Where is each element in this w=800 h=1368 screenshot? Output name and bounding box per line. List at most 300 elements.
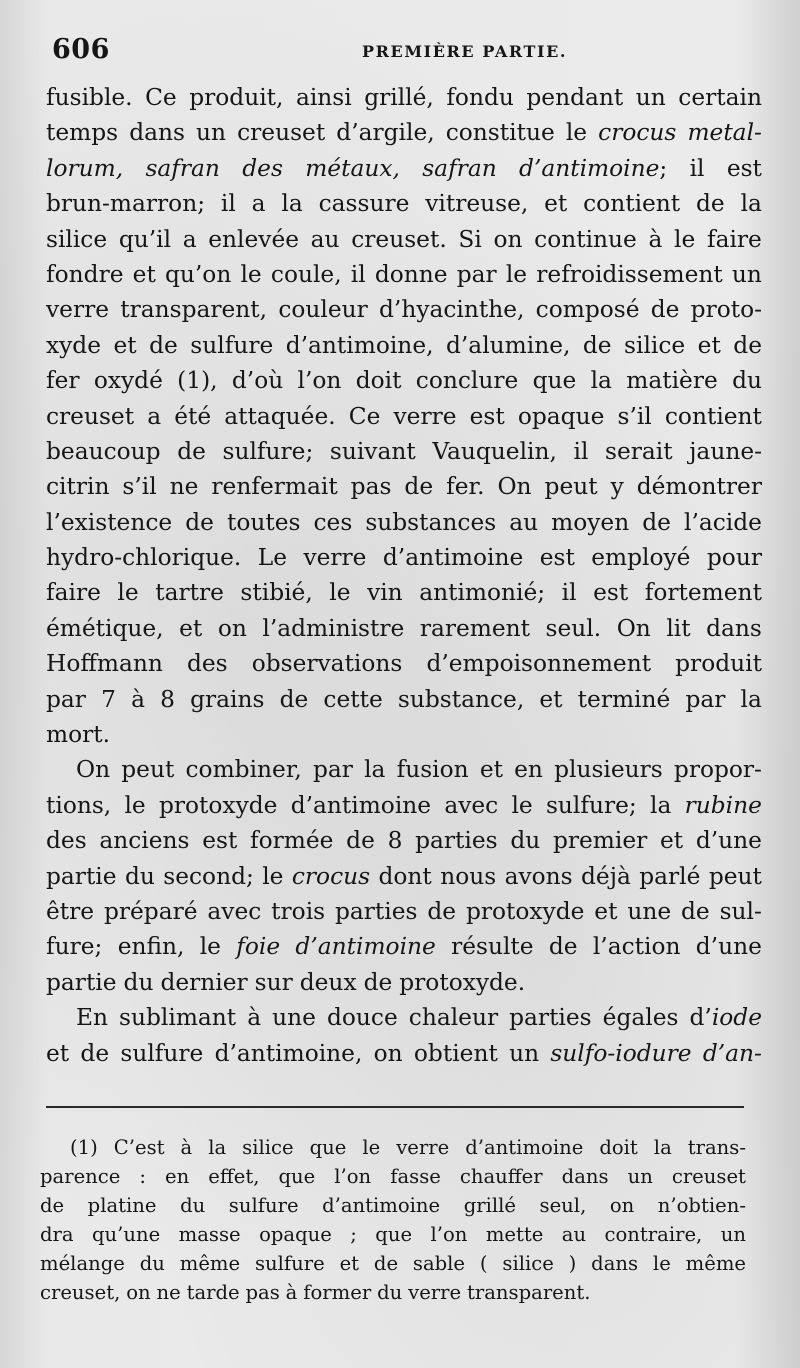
word: fure; [46, 933, 103, 961]
word: (1) [70, 1136, 98, 1159]
text-line [46, 1000, 762, 1035]
word: fondre [46, 260, 124, 288]
word: s’il [122, 473, 157, 501]
word: faire [706, 225, 762, 253]
word: tartre [155, 579, 224, 607]
word: s’il [617, 402, 652, 430]
word: est [469, 402, 505, 430]
word: 8 [387, 827, 403, 855]
word: de [548, 933, 578, 961]
word: on [609, 1194, 635, 1217]
word: former [303, 1281, 372, 1304]
word: douce [326, 1004, 398, 1032]
word: anciens [99, 827, 190, 855]
word: un [731, 260, 762, 288]
word: de [346, 827, 375, 855]
word: un [509, 1039, 540, 1067]
word: un [196, 119, 227, 147]
word: enlevée [208, 225, 300, 253]
word: vitreuse, [425, 190, 529, 218]
word: produit, [189, 84, 284, 111]
word: rubine [684, 791, 762, 819]
word: metal- [687, 119, 762, 147]
word: et [539, 685, 563, 713]
word: silice [502, 1252, 554, 1275]
word: l’on [297, 367, 342, 395]
word: (1), [177, 367, 218, 395]
word: lit [666, 614, 691, 642]
word: d’une [695, 827, 762, 855]
word: xyde [46, 331, 102, 359]
word: antimonié; [419, 579, 546, 607]
word: dans [561, 1165, 609, 1188]
word: creuset, [40, 1281, 121, 1304]
word: sulfure [228, 1194, 299, 1217]
word: Si [458, 225, 482, 253]
word: foie [236, 933, 281, 961]
word: parties [509, 1004, 592, 1032]
word: le [511, 791, 533, 819]
word: que [309, 1136, 347, 1159]
word: des [186, 650, 228, 678]
word: donne [374, 260, 448, 288]
text-line [46, 540, 762, 575]
word: terminé [577, 685, 671, 713]
word: parlé [639, 862, 701, 890]
word: parence [40, 1165, 121, 1188]
word: observations [251, 650, 403, 678]
word: effet, [208, 1165, 260, 1188]
footnote-line [40, 1220, 746, 1249]
word: silice [624, 331, 686, 359]
word: on [217, 614, 247, 642]
word: dans [591, 1252, 639, 1275]
word: Vauquelin, [432, 437, 557, 465]
word: verre [408, 1281, 462, 1304]
word: au [310, 225, 340, 253]
word: d’antimoine [322, 1194, 441, 1217]
word: et [659, 827, 684, 855]
word: la [740, 685, 762, 713]
text-line [46, 859, 762, 894]
word: obtient [413, 1039, 498, 1067]
word: l’on [430, 1223, 468, 1246]
word: il [350, 260, 366, 288]
text-line [46, 965, 762, 1000]
word: qu’une [92, 1223, 161, 1246]
text-line [46, 399, 762, 434]
word: pas [245, 1281, 280, 1304]
word: ; [350, 1223, 357, 1246]
word: dra [40, 1223, 74, 1246]
word: du [180, 1194, 206, 1217]
word: contient [664, 402, 762, 430]
word: préparé [103, 897, 198, 925]
word: le [329, 579, 351, 607]
word: le [505, 260, 528, 288]
word: couleur [278, 296, 368, 324]
word: résulte [451, 933, 534, 961]
word: il [220, 190, 236, 218]
word: ne [169, 473, 199, 501]
text-line [46, 292, 762, 327]
word: sur [254, 968, 293, 996]
word: deux [299, 968, 357, 996]
word: matière [626, 367, 718, 395]
text-line [46, 434, 762, 469]
word: trois [271, 897, 326, 925]
word: la [650, 791, 672, 819]
word: crocus [291, 862, 371, 890]
word: ( [479, 1252, 488, 1275]
word: protoxyde. [399, 968, 526, 996]
word: le [124, 791, 146, 819]
word: de [680, 897, 710, 925]
word: sul- [719, 897, 762, 925]
word: partie [46, 862, 117, 890]
word: protoxyde [465, 897, 585, 925]
word: On [76, 756, 111, 784]
word: : [139, 1165, 146, 1188]
word: doit [599, 1136, 638, 1159]
word: sulfure [254, 1252, 325, 1275]
word: sable [412, 1252, 466, 1275]
footnote-line [40, 1191, 746, 1220]
text-line [46, 717, 762, 752]
word: verre [396, 1136, 450, 1159]
running-head: PREMIÈRE PARTIE. [362, 42, 568, 61]
word: de [373, 1252, 399, 1275]
word: et [179, 614, 203, 642]
word: la [653, 1136, 672, 1159]
word: proto- [690, 296, 762, 324]
word: vin [367, 579, 403, 607]
word: contraire, [604, 1223, 703, 1246]
main-text [46, 80, 762, 1071]
word: ces [313, 508, 353, 536]
page-header [52, 34, 742, 70]
word: peut [121, 756, 175, 784]
word: et [113, 331, 137, 359]
word: des [242, 154, 283, 182]
word: de [582, 331, 612, 359]
word: de [185, 508, 214, 536]
word: sulfure; [545, 791, 637, 819]
word: d’iode [689, 1004, 762, 1032]
word: déjà [581, 862, 631, 890]
text-line [46, 611, 762, 646]
word: parties [334, 897, 418, 925]
word: des [46, 827, 87, 855]
word: sulfure [120, 1039, 204, 1067]
word: une [272, 1004, 316, 1032]
word: d’antimoine; [519, 154, 668, 182]
word: creuset [237, 119, 326, 147]
word: On [616, 614, 651, 642]
word: de [404, 473, 434, 501]
word: refroidissement [536, 260, 723, 288]
word: produit [675, 650, 762, 678]
word: sulfo-iodure [550, 1039, 692, 1067]
word: avec [207, 897, 262, 925]
word: par [685, 685, 726, 713]
word: grains [190, 685, 265, 713]
word: dans [129, 119, 185, 147]
text-line [46, 929, 762, 964]
word: Ce [145, 84, 177, 111]
word: d’empoisonnement [426, 650, 652, 678]
footnote-line [40, 1249, 746, 1278]
word: beaucoup [46, 437, 161, 465]
word: renfermait [211, 473, 338, 501]
word: la [740, 190, 762, 218]
word: cette [323, 685, 383, 713]
word: grillé [463, 1194, 516, 1217]
word: d’argile, [336, 119, 435, 147]
word: que [278, 1165, 316, 1188]
text-line [46, 80, 762, 115]
word: Ce [348, 402, 381, 430]
word: d’alumine, [445, 331, 571, 359]
word: hydro-chlorique. [46, 544, 242, 572]
text-line [46, 823, 762, 858]
word: du [124, 862, 155, 890]
word: et [132, 260, 156, 288]
word: d’antimoine, [214, 1039, 363, 1067]
text-line [46, 151, 762, 186]
text-line [46, 505, 762, 540]
word: il [689, 154, 705, 182]
word: du [510, 827, 541, 855]
word: dont [378, 862, 432, 890]
word: y [610, 473, 624, 501]
word: composé [535, 296, 640, 324]
word: égales [602, 1004, 679, 1032]
word: et [479, 756, 503, 784]
word: second; [163, 862, 254, 890]
word: parties [415, 827, 498, 855]
word: de [149, 331, 178, 359]
word: partie [46, 968, 117, 996]
text-line [46, 328, 762, 363]
word: il [561, 579, 577, 607]
word: et [697, 331, 721, 359]
word: faire [46, 579, 101, 607]
word: par [456, 260, 497, 288]
text-line [46, 186, 762, 221]
word: peut [708, 862, 762, 890]
word: cassure [318, 190, 410, 218]
word: est [539, 544, 575, 572]
word: opaque [517, 402, 605, 430]
word: fasse [390, 1165, 441, 1188]
word: d’antimoine [290, 791, 432, 819]
word: coule, [270, 260, 342, 288]
word: est [593, 579, 629, 607]
word: au [509, 508, 539, 536]
word: a [147, 402, 162, 430]
page-number: 606 [52, 34, 110, 65]
text-line [46, 115, 762, 150]
word: de [696, 190, 725, 218]
word: le [240, 260, 262, 288]
word: sulfure; [222, 437, 314, 465]
word: peut [544, 473, 598, 501]
word: d’où [231, 367, 284, 395]
word: avec [444, 791, 499, 819]
word: l’existence [46, 508, 173, 536]
word: suivant [329, 437, 416, 465]
word: chaleur [408, 1004, 499, 1032]
word: que [532, 367, 577, 395]
word: grillé, [364, 84, 434, 111]
footnote-line [40, 1133, 746, 1162]
word: une [627, 897, 672, 925]
text-line [46, 363, 762, 398]
word: mort. [46, 721, 111, 749]
word: 7 [101, 685, 116, 713]
word: citrin [46, 473, 110, 501]
word: émétique, [46, 614, 164, 642]
word: l’administre [262, 614, 405, 642]
word: d’antimoine, [285, 331, 434, 359]
text-line [46, 682, 762, 717]
word: le [674, 225, 696, 253]
word: trans- [687, 1136, 746, 1159]
text-line [46, 222, 762, 257]
word: est [202, 827, 238, 855]
word: de [427, 897, 457, 925]
word: à [131, 685, 145, 713]
word: doit [355, 367, 402, 395]
word: stibié, [240, 579, 313, 607]
word: seul, [539, 1194, 587, 1217]
word: un [635, 84, 666, 111]
word: métaux, [305, 154, 400, 182]
text-line [46, 894, 762, 929]
word: d’antimoine [382, 544, 524, 572]
word: Hoffmann [46, 650, 163, 678]
word: avons [504, 862, 573, 890]
word: fortement [644, 579, 762, 607]
word: le [262, 862, 284, 890]
word: d’antimoine [465, 1136, 584, 1159]
word: tions, [46, 791, 112, 819]
word: toutes [226, 508, 301, 536]
word: continue [534, 225, 637, 253]
word: pas [350, 473, 392, 501]
word: à [285, 1281, 298, 1304]
footnote-line [40, 1278, 746, 1307]
word: Le [257, 544, 288, 572]
word: verre [393, 402, 457, 430]
word: la [208, 1136, 227, 1159]
word: même [179, 1252, 241, 1275]
word: même [685, 1252, 746, 1275]
word: le [652, 1252, 671, 1275]
word: verre [303, 544, 367, 572]
word: En [76, 1004, 109, 1032]
word: enfin, [117, 933, 185, 961]
word: plusieurs [554, 756, 663, 784]
word: au [561, 1223, 587, 1246]
word: et [544, 190, 568, 218]
word: certain [678, 84, 762, 111]
word: été [174, 402, 212, 430]
word: serait [605, 437, 673, 465]
text-line [46, 257, 762, 292]
word: on [373, 1039, 403, 1067]
word: creuset. [351, 225, 447, 253]
word: fer [46, 367, 80, 395]
word: transparent, [120, 296, 268, 324]
word: seul. [545, 614, 602, 642]
footnote [40, 1133, 746, 1307]
word: qu’on [164, 260, 232, 288]
word: de [363, 968, 393, 996]
word: de [642, 508, 671, 536]
word: du [123, 968, 154, 996]
word: l’acide [684, 508, 762, 536]
word: C’est [113, 1136, 165, 1159]
word: on [126, 1281, 151, 1304]
word: et [594, 897, 618, 925]
word: à [180, 1136, 193, 1159]
word: du [139, 1252, 165, 1275]
word: formée [250, 827, 334, 855]
word: oxydé [93, 367, 163, 395]
word: transparent. [467, 1281, 591, 1304]
word: employé [591, 544, 691, 572]
word: il [573, 437, 589, 465]
word: fondu [446, 84, 514, 111]
word: dans [706, 614, 762, 642]
word: la [364, 756, 386, 784]
word: l’action [592, 933, 681, 961]
word: ne [156, 1281, 181, 1304]
word: un [627, 1165, 653, 1188]
word: sulfure [190, 331, 274, 359]
word: silice [242, 1136, 294, 1159]
word: moyen [551, 508, 630, 536]
word: masse [178, 1223, 241, 1246]
word: platine [87, 1194, 157, 1217]
word: le [117, 579, 139, 607]
word: et [46, 1039, 70, 1067]
word: a [251, 190, 266, 218]
text-line [46, 469, 762, 504]
word: et [339, 1252, 360, 1275]
word: le [362, 1136, 381, 1159]
word: lorum, [46, 154, 124, 182]
word: On [497, 473, 532, 501]
word: substances [365, 508, 497, 536]
text-line [46, 1036, 762, 1071]
word: du [732, 367, 762, 395]
word: nous [440, 862, 497, 890]
word: propor- [673, 756, 762, 784]
text-line [46, 788, 762, 823]
word: de [733, 331, 762, 359]
word: substance, [397, 685, 525, 713]
word: combiner, [185, 756, 302, 784]
text-line [46, 646, 762, 681]
word: en [514, 756, 543, 784]
word: de [80, 1039, 110, 1067]
word: ) [568, 1252, 577, 1275]
word: un [720, 1223, 746, 1246]
word: pendant [526, 84, 624, 111]
